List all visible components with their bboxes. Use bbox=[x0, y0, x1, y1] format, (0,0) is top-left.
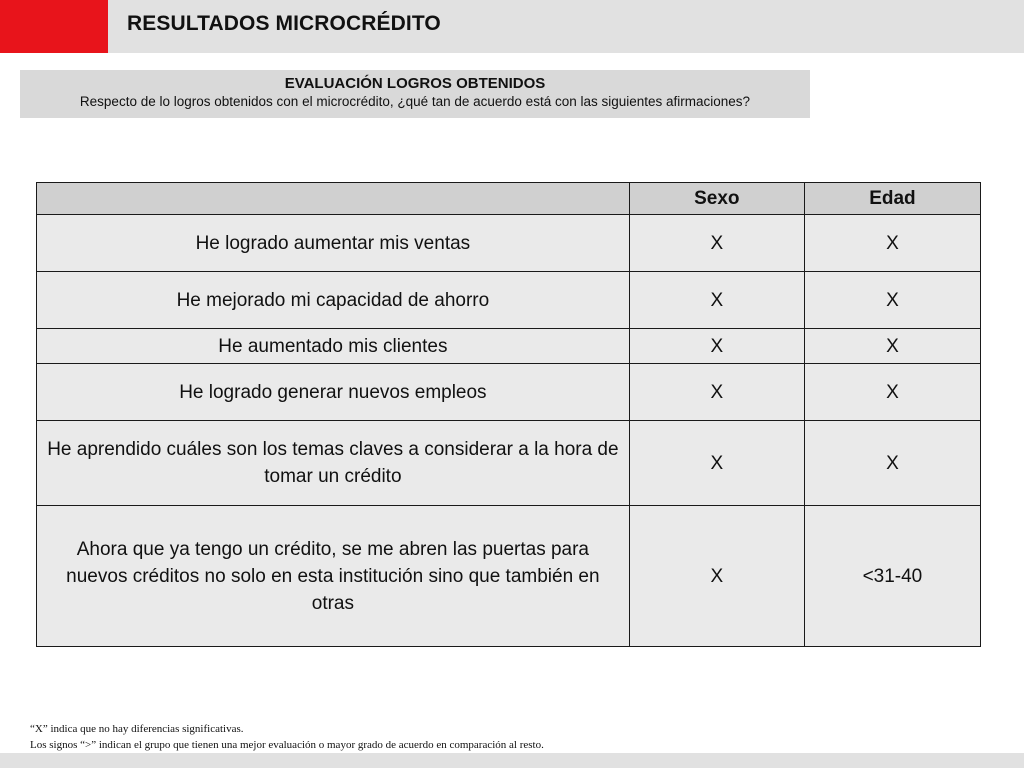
page-title: RESULTADOS MICROCRÉDITO bbox=[127, 12, 441, 35]
table-header-row bbox=[37, 183, 981, 215]
statement-cell: He logrado aumentar mis ventas bbox=[37, 215, 630, 272]
footnote-line-2: Los signos “>” indican el grupo que tienen una mejor evaluación o mayor grado de acuerdo en comparación al resto. bbox=[30, 739, 544, 751]
sexo-cell: X bbox=[629, 329, 804, 364]
evaluation-title: EVALUACIÓN LOGROS OBTENIDOS bbox=[284, 75, 546, 92]
sexo-cell: X bbox=[629, 506, 804, 647]
statement-cell: He mejorado mi capacidad de ahorro bbox=[37, 272, 630, 329]
edad-cell: X bbox=[804, 272, 980, 329]
edad-cell: X bbox=[804, 421, 980, 506]
sexo-cell: X bbox=[629, 272, 804, 329]
sexo-cell: X bbox=[629, 215, 804, 272]
results-table bbox=[36, 182, 981, 647]
footer-bar bbox=[0, 753, 1024, 768]
table-row bbox=[37, 272, 981, 329]
evaluation-subtitle: Respecto de lo logros obtenidos con el microcrédito, ¿qué tan de acuerdo está con las siguientes afirmaciones? bbox=[79, 94, 751, 109]
table-row bbox=[37, 364, 981, 421]
statement-cell: Ahora que ya tengo un crédito, se me abren las puertas para nuevos créditos no solo en esta institución sino que también en otras bbox=[37, 506, 630, 647]
footnote-line-1: “X” indica que no hay diferencias significativas. bbox=[30, 723, 244, 735]
evaluation-banner bbox=[20, 70, 810, 118]
statement-cell: He logrado generar nuevos empleos bbox=[37, 364, 630, 421]
edad-cell: X bbox=[804, 215, 980, 272]
edad-cell: <31-40 bbox=[804, 506, 980, 647]
statement-cell: He aumentado mis clientes bbox=[37, 329, 630, 364]
edad-cell: X bbox=[804, 364, 980, 421]
brand-accent-block bbox=[0, 0, 108, 53]
table-row bbox=[37, 506, 981, 647]
header-edad-cell: Edad bbox=[804, 183, 980, 215]
table-row bbox=[37, 329, 981, 364]
footnotes bbox=[30, 721, 544, 753]
sexo-cell: X bbox=[629, 364, 804, 421]
header-statement-cell bbox=[37, 183, 630, 215]
sexo-cell: X bbox=[629, 421, 804, 506]
table-row bbox=[37, 215, 981, 272]
header-sexo-cell: Sexo bbox=[629, 183, 804, 215]
edad-cell: X bbox=[804, 329, 980, 364]
table-row bbox=[37, 421, 981, 506]
statement-cell: He aprendido cuáles son los temas claves a considerar a la hora de tomar un crédito bbox=[37, 421, 630, 506]
